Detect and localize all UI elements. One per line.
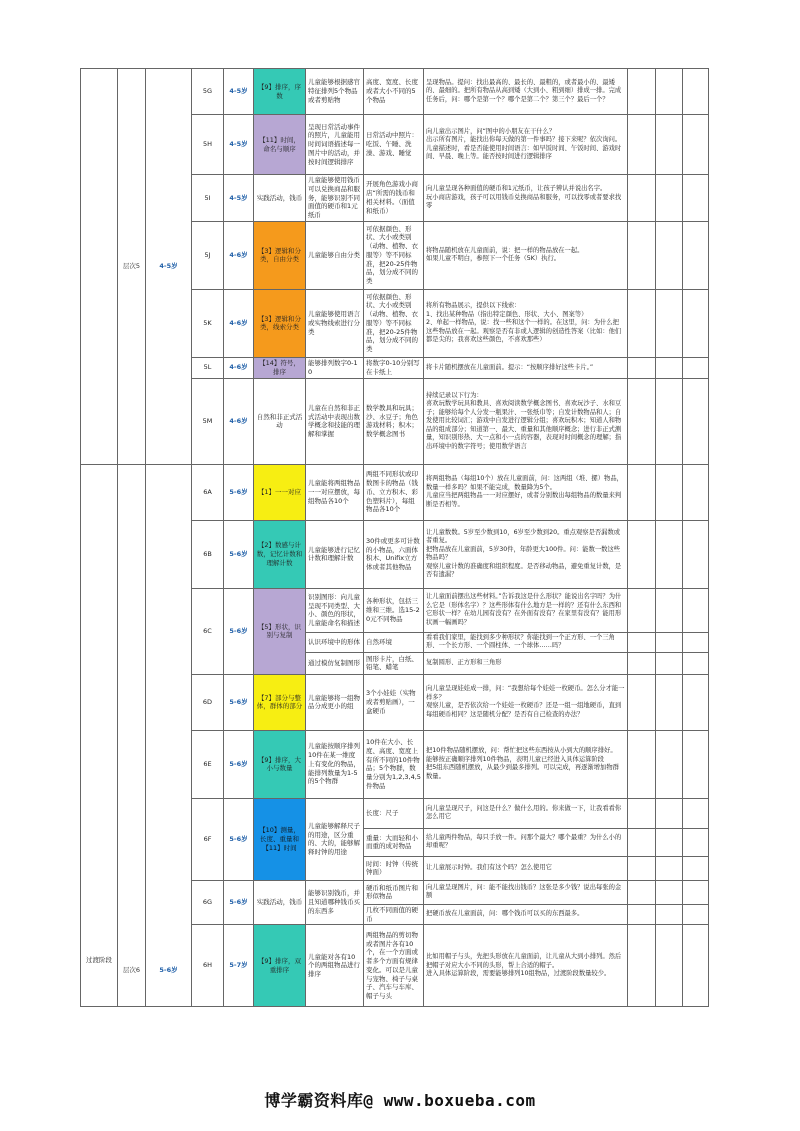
skill-tag: 【3】逻辑和分类，线索分类 (254, 289, 306, 357)
task-id: 6A (192, 464, 224, 520)
task-materials: 日常活动中照片：吃饭、午睡、洗澡、游戏、睡觉 (364, 115, 424, 175)
skill-tag: 【9】排序，双重排序 (254, 925, 306, 1007)
skill-tag: 【5】形状，识别与复制 (254, 588, 306, 674)
task-goal: 儿童能够使用钱币可以兑换商品和服务，能够识别不同面值的硬币和1元纸币 (306, 175, 364, 222)
task-id: 5K (192, 289, 224, 357)
task-materials: 10件在大小、长度、高度、宽度上有所不同的10件物品；5个物群，数量分别为1,2,3,4,5件物品 (364, 730, 424, 798)
task-activities: 比如用帽子与头，先把头形放在儿童面前，让儿童从大到小排列。然后把帽子对应大小不同的头形，帮上合适的帽子。 进入具体运算阶段，需要能够排列10组物品，过渡阶段数量较少。 (424, 925, 628, 1007)
task-activities: 将物品随机放在儿童面前，说：把一样的物品放在一起。 如果儿童不明白，参照下一个任务（5K）执行。 (424, 221, 628, 289)
task-activities: 呈现物品。提问：找出最高的、最长的、最粗的，或者最小的、最矮的、最细的。把所有物品从高到矮（大到小、粗到细）排成一排。完成任务后，问：哪个是第一个？哪个是第二个？第三个？最后一个？ (424, 69, 628, 115)
skill-tag: 【7】部分与整体，群体的部分 (254, 674, 306, 730)
level-age: 4-5岁 (146, 69, 192, 465)
skill-tag: 【1】一一对应 (254, 464, 306, 520)
task-materials: 硬币和纸币图片和形似物品 (364, 880, 424, 904)
task-goal: 儿童能够使用语言或实物线索进行分类 (306, 289, 364, 357)
skill-tag: 自然和非正式活动 (254, 378, 306, 464)
task-materials: 重量：大而轻和小而重的成对物品 (364, 828, 424, 856)
task-goal: 能够排列数字0-10 (306, 357, 364, 378)
level-name: 层次6 (118, 464, 146, 1007)
task-id: 5J (192, 221, 224, 289)
task-goal: 通过模仿复制图形 (306, 652, 364, 674)
task-id: 6F (192, 798, 224, 880)
task-age: 4-6岁 (224, 378, 254, 464)
stage-cell (81, 69, 118, 465)
task-age: 4-6岁 (224, 289, 254, 357)
task-goal: 儿童能按顺序排列10件在某一维度上有变化的物品，能排列数量为1-5的5个物群 (306, 730, 364, 798)
task-id: 6G (192, 880, 224, 925)
task-activities: 把硬币放在儿童面前，问：哪个钱币可以买的东西最多。 (424, 904, 628, 925)
task-goal: 儿童能对各有10个的两组物品进行排序 (306, 925, 364, 1007)
task-id: 5M (192, 378, 224, 464)
task-activities: 复制圆形、正方形和三角形 (424, 652, 628, 674)
task-materials: 两组物品的剪切物或者图片各有10个，在一个方面或者多个方面有规律变化。可以是儿童与宠物、椅子与桌子、汽车与车库、帽子与头 (364, 925, 424, 1007)
stage-cell: 过渡阶段 (81, 464, 118, 1007)
task-materials: 自然环境 (364, 632, 424, 652)
task-materials: 30件或更多可计数的小物品，六面体积木、Unifix立方体或者其他物品 (364, 520, 424, 588)
task-activities: 持续记录以下行为： 喜欢玩数学玩具和教具、喜欢阅读数学概念图书、喜欢玩沙子、水和豆子；能够给每个人分发一瓶果汁、一张纸巾等；自发计数物品和人；自发使用比较词汇；游戏中自发进行逻辑分组；喜欢玩积木；知道人和物品的组成部分；知道第一、最大、重量和其他顺序概念；进行非正式测量，知识别形热、大一点和小一点的容器，表现对时间概念的理解；指出环境中的数字符号；使用数学语言 (424, 378, 628, 464)
task-goal: 儿童在自然和非正式活动中表现出数学概念和技能的理解和掌握 (306, 378, 364, 464)
task-materials: 几枚不同面值的硬币 (364, 904, 424, 925)
skill-tag: 【14】符号，排序 (254, 357, 306, 378)
task-goal: 儿童能够自由分类 (306, 221, 364, 289)
task-materials: 两组不同形状或印数图卡的物品（钱币、立方积木、彩色塑料片），每组物品各10个 (364, 464, 424, 520)
task-id: 6E (192, 730, 224, 798)
task-age: 4-5岁 (224, 115, 254, 175)
skill-tag: 实践活动，钱币 (254, 175, 306, 222)
task-id: 6D (192, 674, 224, 730)
task-activities: 将所有物品展示，提供以下线索： 1、找出某种物品（指出特定颜色、形状、大小、图案等） 2、单起一样物品，说：找一些和这个一样的。在这里，问：为什么把这些物品放在一起。观察是否有非或人逻辑的创造性答案（比如：他们都是尖的；我喜欢这些颜色，不喜欢那些） (424, 289, 628, 357)
task-activities: 向儿童呈现图片，问：能不能找出钱币？这张是多少钱？说出每张的金额 (424, 880, 628, 904)
task-materials: 各种形状，包括三维和三维。选15-20元不同物品 (364, 588, 424, 632)
task-age: 4-6岁 (224, 221, 254, 289)
task-materials: 数学教具和玩具；沙、水豆子；角色游戏材料；积木；数学概念图书 (364, 378, 424, 464)
task-goal: 儿童能够将一组物品分成更小的组 (306, 674, 364, 730)
task-materials: 高度、宽度、长度或者大小不同的5个物品 (364, 69, 424, 115)
task-id: 5I (192, 175, 224, 222)
skill-tag: 【10】测量，长度、重量和【11】时间 (254, 798, 306, 880)
task-activities: 让儿童面前摆出这些材料。”告诉我这是什么形状？能说出名字吗？为什么它是（形体名字）？这些形体有什么地方是一样的？还有什么东西和它形状一样？在幼儿园有没有？在外面有没有？在家里有没有？能用形状画一幅画吗？ (424, 588, 628, 632)
task-age: 5-6岁 (224, 588, 254, 674)
task-age: 5-6岁 (224, 520, 254, 588)
task-age: 4-5岁 (224, 69, 254, 115)
task-materials: 长度：尺子 (364, 798, 424, 828)
task-goal: 儿童能够根据感官特征排列5个物品或者剪贴物 (306, 69, 364, 115)
task-age: 5-6岁 (224, 798, 254, 880)
task-age: 5-7岁 (224, 925, 254, 1007)
task-activities: 把10件物品随机摆放，问：帮忙把这些东西按从小到大的顺序排好。 能够按正确顺序排列10件物品，表明儿童已经进入具体运算阶段 把5组东西随机摆放，从最少到最多排列。可以完成，再逐渐增加物群数量。 (424, 730, 628, 798)
table-row (81, 464, 709, 520)
task-age: 5-6岁 (224, 880, 254, 925)
task-materials: 将数字0-10分别写在卡纸上 (364, 357, 424, 378)
level-name: 层次5 (118, 69, 146, 465)
task-id: 6B (192, 520, 224, 588)
task-activities: 将两组物品（每组10个）放在儿童面前，问：这两组（堆、摞）物品，数量一样多吗？如果不能完成，数量降为5个。 儿童应当把两组物品一一对应摆好，或者分别数出每组物品的数量来判断是否相等。 (424, 464, 628, 520)
task-materials: 图形卡片，白纸、铅笔、蜡笔 (364, 652, 424, 674)
task-id: 6C (192, 588, 224, 674)
skill-tag: 【2】数感与计数，记忆计数和理解计数 (254, 520, 306, 588)
task-activities: 向儿童呈现各种面值的硬币和1元纸币，让孩子辨认并说出名字。 玩小商店游戏，孩子可以用钱币兑换商品和服务，可以找零或者要求找零 (424, 175, 628, 222)
task-goal: 呈现日常活动事件的照片，儿童能用时间词语描述每一图片中的活动，并按时间逻辑排序 (306, 115, 364, 175)
skill-tag: 【9】排序，大小与数量 (254, 730, 306, 798)
task-activities: 让儿童数数。5岁至少数到10，6岁至少数到20。重点观察是否漏数或者重复。 把物品放在儿童面前，5岁30件，年龄更大100件。问：能数一数这些物品吗？ 观察儿童计数的准确度和组织程度。是否移动物品，避免重复计数，是否有遗漏？ (424, 520, 628, 588)
skill-tag: 实践活动，钱币 (254, 880, 306, 925)
task-id: 5G (192, 69, 224, 115)
task-materials: 开展角色游戏小商店“所需的钱币和相关材料。（面值和纸币） (364, 175, 424, 222)
skill-tag: 【3】逻辑和分类，自由分类 (254, 221, 306, 289)
task-age: 5-6岁 (224, 674, 254, 730)
task-age: 5-6岁 (224, 730, 254, 798)
task-goal: 儿童能够进行记忆计数和理解计数 (306, 520, 364, 588)
task-id: 5L (192, 357, 224, 378)
task-activities: 看看我们家里，能找到多少种形状？你能找到一个正方形、一个三角形、一个长方形、一个圆柱体、一个球体……吗？ (424, 632, 628, 652)
skill-tag: 【11】时间，命名与顺序 (254, 115, 306, 175)
level-age: 5-6岁 (146, 464, 192, 1007)
task-activities: 让儿童展示时钟。我们有这个吗？怎么使用它 (424, 856, 628, 880)
task-materials: 时间：时钟（传统钟面） (364, 856, 424, 880)
task-activities: 向儿童出示图片，问“图中的小朋友在干什么？ 出示所有图片，能找出你每天做的第一件事吗？接下来呢？依次询问。 儿童描述时，看是否能使用时间语言：如早饭时间、午饭时间、游戏时间、早晨、晚上等。能否按时间进行逻辑排序 (424, 115, 628, 175)
task-activities: 给儿童两件物品，每只手放一件。问那个最大？哪个最重？为什么小的却重呢？ (424, 828, 628, 856)
task-goal: 儿童能够解释尺子的用途，区分重的、大的，能够解释时钟的用途 (306, 798, 364, 880)
task-goal: 识别图形：向儿童呈现不同类型、大小、颜色的形状，儿童能命名和描述 (306, 588, 364, 632)
task-id: 5H (192, 115, 224, 175)
task-activities: 向儿童呈现尺子，问这是什么？做什么用的。你来做一下，让我看看你怎么用它 (424, 798, 628, 828)
task-activities: 向儿童呈现娃娃成一排，问：“我想给每个娃娃一枚硬币。怎么分才能一样多？ 观察儿童，是否依次给一个娃娃一枚硬币？还是一组一组地硬币，直到每组硬币相同？这是随机分配？是否有自己检查的办法？ (424, 674, 628, 730)
task-goal: 能够识别钱币，并且知道哪种钱币买的东西多 (306, 880, 364, 925)
task-materials: 可依据颜色、形状、大小或类别（动物、植物、衣服等）等不同标准，把20-25件物品，划分成不同的类 (364, 221, 424, 289)
task-age: 5-6岁 (224, 464, 254, 520)
skill-tag: 【9】排序，序数 (254, 69, 306, 115)
activity-table (80, 68, 709, 1007)
table-row (81, 69, 709, 115)
task-age: 4-5岁 (224, 175, 254, 222)
task-materials: 可依据颜色、形状、大小或类别（动物、植物、衣服等）等不同标准，把20-25件物品，划分成不同的类 (364, 289, 424, 357)
task-goal: 儿童能将两组物品一一对应摆放，每组物品各10个 (306, 464, 364, 520)
footer-watermark: 博学霸资料库@ www.boxueba.com (264, 1091, 536, 1110)
task-activities: 将卡片随机摆放在儿童面前。提示：“按顺序排好这些卡片。” (424, 357, 628, 378)
task-materials: 3个小娃娃（实物或者剪贴画），一盒硬币 (364, 674, 424, 730)
task-age: 4-6岁 (224, 357, 254, 378)
task-id: 6H (192, 925, 224, 1007)
task-goal: 认识环境中的形体 (306, 632, 364, 652)
